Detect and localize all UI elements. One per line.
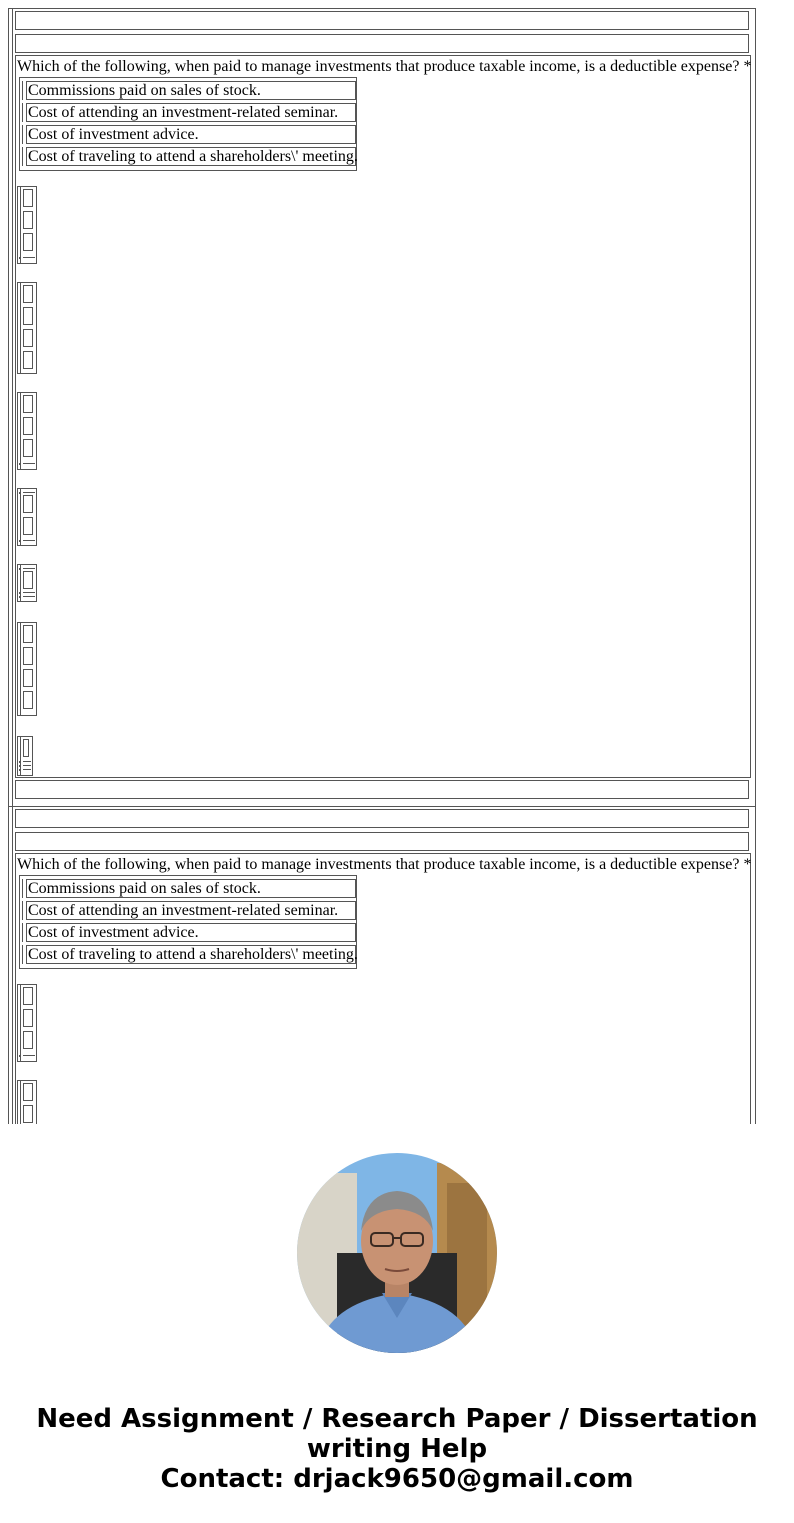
option-label[interactable]: Cost of investment advice. bbox=[26, 923, 356, 942]
option-row[interactable] bbox=[22, 146, 356, 168]
profile-photo bbox=[297, 1153, 497, 1353]
mini-widget bbox=[17, 564, 37, 602]
empty-row bbox=[15, 832, 749, 851]
mini-widget bbox=[17, 622, 37, 716]
option-label[interactable]: Cost of investment advice. bbox=[26, 125, 356, 144]
option-label[interactable]: Cost of attending an investment-related seminar. bbox=[26, 103, 356, 122]
question-text: Which of the following, when paid to manage investments that produce taxable income, is a deductible expense? * bbox=[17, 58, 752, 75]
option-row[interactable] bbox=[22, 944, 356, 966]
option-row[interactable] bbox=[22, 80, 356, 102]
mini-widget bbox=[17, 1080, 37, 1124]
empty-row bbox=[15, 809, 749, 828]
mini-widget bbox=[17, 488, 37, 546]
option-label[interactable]: Cost of traveling to attend a shareholders\' meeting. bbox=[28, 946, 358, 963]
answer-options bbox=[19, 77, 357, 171]
option-row[interactable] bbox=[22, 922, 356, 944]
mini-widget bbox=[17, 984, 37, 1062]
empty-row bbox=[15, 780, 749, 799]
promo-line: Need Assignment / Research Paper / Dissertation bbox=[36, 1404, 758, 1434]
option-row[interactable] bbox=[22, 878, 356, 900]
promo-contact: Contact: drjack9650@gmail.com bbox=[160, 1464, 634, 1494]
option-label[interactable]: Commissions paid on sales of stock. bbox=[26, 879, 356, 898]
promo-banner bbox=[0, 1404, 794, 1494]
question-area bbox=[15, 853, 751, 1124]
mini-widget bbox=[17, 186, 37, 264]
option-row[interactable] bbox=[22, 102, 356, 124]
document-viewport bbox=[8, 8, 756, 1124]
mini-widget bbox=[17, 282, 37, 374]
empty-row bbox=[15, 34, 749, 53]
mini-widget bbox=[17, 736, 33, 776]
empty-row bbox=[15, 11, 749, 30]
option-label[interactable]: Cost of traveling to attend a shareholders\' meeting. bbox=[28, 148, 358, 165]
question-block-2 bbox=[8, 806, 756, 1124]
answer-options bbox=[19, 875, 357, 969]
question-block-1 bbox=[8, 8, 756, 807]
question-area bbox=[15, 55, 751, 778]
option-row[interactable] bbox=[22, 900, 356, 922]
mini-widget bbox=[17, 392, 37, 470]
question-text: Which of the following, when paid to manage investments that produce taxable income, is a deductible expense? * bbox=[17, 856, 752, 873]
option-label[interactable]: Commissions paid on sales of stock. bbox=[26, 81, 356, 100]
promo-line: writing Help bbox=[306, 1434, 488, 1464]
option-label[interactable]: Cost of attending an investment-related seminar. bbox=[26, 901, 356, 920]
option-row[interactable] bbox=[22, 124, 356, 146]
